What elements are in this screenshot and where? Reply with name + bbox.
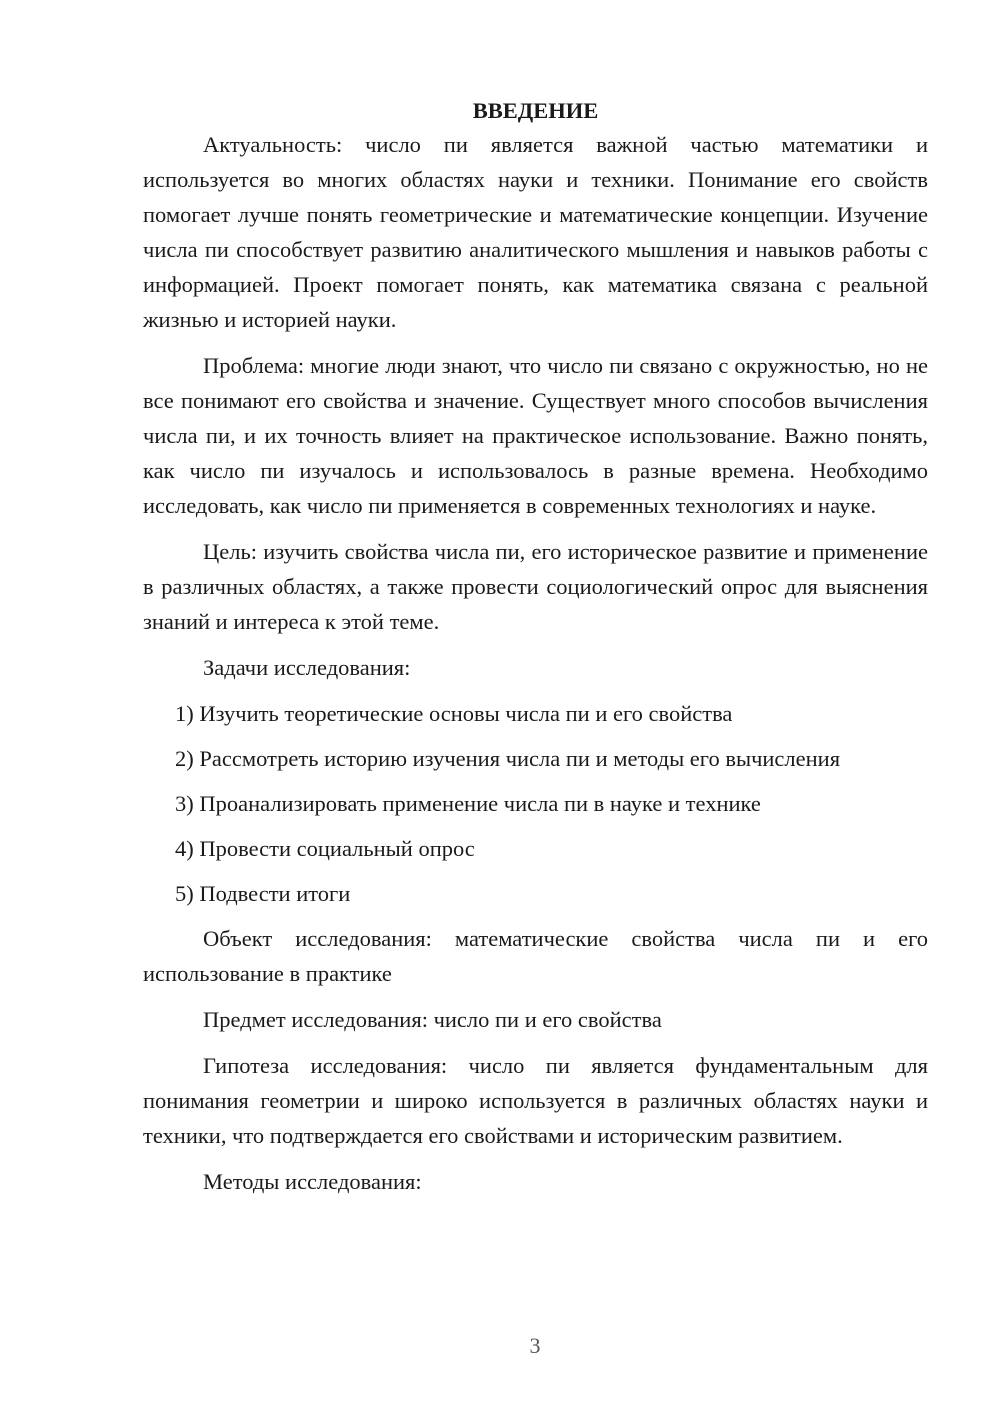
task-item-2: 2) Рассмотреть историю изучения числа пи и методы его вычисления	[175, 746, 841, 771]
paragraph-subject: Предмет исследования: число пи и его свойства	[203, 1007, 662, 1032]
paragraph-goal: Цель: изучить свойства числа пи, его историческое развитие и применение в различных областях, а также провести социологический опрос для выяснения знаний и интереса к этой теме.	[143, 539, 928, 634]
tasks-list	[143, 696, 928, 911]
task-item-5: 5) Подвести итоги	[175, 881, 351, 906]
section-title: ВВЕДЕНИЕ	[472, 98, 599, 123]
task-item-1: 1) Изучить теоретические основы числа пи и его свойства	[175, 701, 733, 726]
paragraph-problem: Проблема: многие люди знают, что число пи связано с окружностью, но не все понимают его свойства и значение. Существует много способов вычисления числа пи, и их точность влияет на практическое использование. Важно понять, как число пи изучалось и использовалось в разные времена. Необходимо исследовать, как число пи применяется в современных технологиях и науке.	[143, 353, 928, 518]
tasks-heading: Задачи исследования:	[203, 655, 411, 680]
methods-heading: Методы исследования:	[203, 1169, 422, 1194]
paragraph-relevance: Актуальность: число пи является важной частью математики и используется во многих областях науки и техники. Понимание его свойств помогает лучше понять геометрические и математические концепции. Изучение числа пи способствует развитию аналитического мышления и навыков работы с информацией. Проект помогает понять, как математика связана с реальной жизнью и историей науки.	[143, 132, 928, 332]
task-item-3: 3) Проанализировать применение числа пи в науке и технике	[175, 791, 761, 816]
document-body	[143, 96, 928, 1210]
page-number: 3	[529, 1333, 541, 1358]
paragraph-hypothesis: Гипотеза исследования: число пи является фундаментальным для понимания геометрии и широко используется в различных областях науки и техники, что подтверждается его свойствами и историческим развитием.	[143, 1053, 928, 1148]
paragraph-object: Объект исследования: математические свойства числа пи и его использование в практике	[143, 926, 928, 986]
task-item-4: 4) Провести социальный опрос	[175, 836, 475, 861]
